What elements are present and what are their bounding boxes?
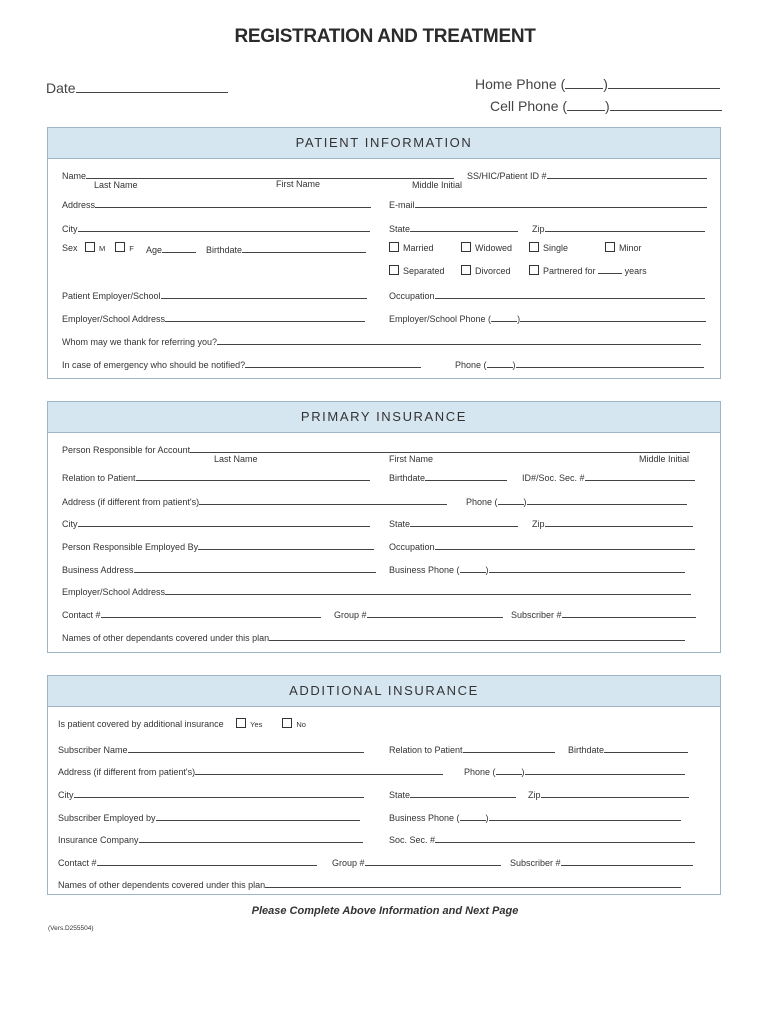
partnered-option[interactable]	[529, 265, 647, 276]
additional-insurance-section	[47, 675, 721, 895]
person-responsible-line	[190, 442, 690, 453]
sex-field	[62, 242, 134, 253]
date-field[interactable]	[46, 78, 228, 96]
primary-phone-close: )	[523, 497, 527, 507]
primary-id-ssn-line	[585, 470, 695, 481]
insurance-company-field[interactable]	[58, 832, 363, 845]
employer-phone-close: )	[517, 314, 521, 324]
primary-business-phone-area-line	[460, 562, 486, 573]
primary-employer-address-label: Employer/School Address	[62, 587, 166, 597]
additional-dependents-line	[265, 877, 681, 888]
primary-occupation-field[interactable]	[389, 539, 695, 552]
primary-address-label: Address (if different from patient's)	[62, 497, 200, 507]
additional-employed-by-line	[156, 810, 360, 821]
additional-city-field[interactable]	[58, 787, 364, 800]
primary-city-line	[78, 516, 370, 527]
additional-state-field[interactable]	[389, 787, 516, 800]
occupation-field[interactable]	[389, 288, 705, 301]
primary-occupation-label: Occupation	[389, 542, 435, 552]
divorced-option[interactable]	[461, 265, 511, 276]
additional-business-phone-field[interactable]	[389, 810, 681, 823]
married-checkbox[interactable]	[389, 242, 399, 252]
primary-dependants-label: Names of other dependants covered under this plan	[62, 633, 270, 643]
primary-address-line	[199, 494, 447, 505]
primary-subscriber-field[interactable]	[511, 607, 696, 620]
referral-label: Whom may we thank for referring you?	[62, 337, 218, 347]
primary-employer-address-field[interactable]	[62, 584, 691, 597]
minor-checkbox[interactable]	[605, 242, 615, 252]
primary-subscriber-line	[562, 607, 696, 618]
occupation-label: Occupation	[389, 291, 435, 301]
primary-zip-field[interactable]	[532, 516, 693, 529]
cell-phone-close: )	[605, 98, 610, 114]
additional-subscriber-name-field[interactable]	[58, 742, 364, 755]
age-field[interactable]	[146, 242, 196, 255]
employer-phone-area-line	[491, 311, 517, 322]
single-label: Single	[543, 243, 569, 253]
covered-yes-checkbox[interactable]	[236, 718, 246, 728]
sex-m-checkbox[interactable]	[85, 242, 95, 252]
patient-id-field[interactable]	[467, 168, 707, 181]
primary-city-field[interactable]	[62, 516, 370, 529]
primary-zip-line	[545, 516, 693, 527]
primary-employer-address-line	[165, 584, 691, 595]
separated-option[interactable]	[389, 265, 445, 276]
additional-phone-label: Phone (	[464, 767, 496, 777]
widowed-checkbox[interactable]	[461, 242, 471, 252]
additional-city-line	[74, 787, 364, 798]
footer-note: Please Complete Above Information and Next Page	[251, 905, 519, 917]
cell-phone-label: Cell Phone (	[490, 98, 568, 114]
home-phone-label: Home Phone (	[475, 76, 566, 92]
emergency-line	[245, 357, 421, 368]
primary-middle-initial-caption: Middle Initial	[639, 454, 690, 464]
additional-birthdate-line	[604, 742, 688, 753]
additional-contact-line	[97, 855, 317, 866]
last-name-caption: Last Name	[94, 180, 138, 190]
additional-birthdate-field[interactable]	[568, 742, 688, 755]
primary-birthdate-field[interactable]	[389, 470, 507, 483]
city-line	[78, 221, 370, 232]
additional-address-line	[195, 764, 443, 775]
additional-business-phone-label: Business Phone (	[389, 813, 460, 823]
primary-state-label: State	[389, 519, 411, 529]
primary-section-heading: PRIMARY INSURANCE	[48, 402, 720, 433]
patient-section-heading: PATIENT INFORMATION	[48, 128, 720, 159]
additional-relation-label: Relation to Patient	[389, 745, 463, 755]
primary-id-ssn-label: ID#/Soc. Sec. #	[522, 473, 585, 483]
additional-zip-label: Zip	[528, 790, 541, 800]
employer-school-field[interactable]	[62, 288, 367, 301]
employer-school-line	[161, 288, 367, 299]
first-name-caption: First Name	[276, 179, 321, 189]
primary-relation-field[interactable]	[62, 470, 370, 483]
ss-id-line	[547, 168, 707, 179]
primary-zip-label: Zip	[532, 519, 545, 529]
additional-phone-field[interactable]	[464, 764, 685, 777]
additional-business-phone-area-line	[460, 810, 486, 821]
additional-business-phone-line	[489, 810, 681, 821]
employer-phone-line	[520, 311, 706, 322]
additional-group-line	[365, 855, 501, 866]
form-title: REGISTRATION AND TREATMENT	[234, 26, 536, 47]
sex-f-label: F	[129, 244, 134, 253]
primary-contact-line	[101, 607, 321, 618]
home-phone-close: )	[603, 76, 608, 92]
additional-dependents-label: Names of other dependents covered under this plan	[58, 880, 266, 890]
primary-business-address-line	[134, 562, 376, 573]
primary-insurance-section	[47, 401, 721, 653]
additional-subscriber-name-line	[128, 742, 364, 753]
email-line	[415, 197, 707, 208]
employer-address-field[interactable]	[62, 311, 365, 324]
emergency-phone-close: )	[512, 360, 516, 370]
additional-city-label: City	[58, 790, 74, 800]
primary-dependants-line	[269, 630, 685, 641]
additional-employed-by-field[interactable]	[58, 810, 360, 823]
age-line	[162, 242, 196, 253]
additional-zip-field[interactable]	[528, 787, 689, 800]
primary-business-phone-line	[489, 562, 685, 573]
address-line	[95, 197, 371, 208]
primary-contact-label: Contact #	[62, 610, 101, 620]
home-phone-area-line	[565, 74, 603, 89]
emergency-phone-label: Phone (	[455, 360, 487, 370]
address-field[interactable]	[62, 197, 371, 210]
insurance-company-line	[139, 832, 363, 843]
primary-last-name-caption: Last Name	[214, 454, 258, 464]
zip-label: Zip	[532, 224, 545, 234]
person-responsible-field[interactable]	[62, 442, 690, 455]
date-line	[76, 78, 228, 93]
primary-phone-field[interactable]	[466, 494, 687, 507]
primary-phone-area-line	[498, 494, 524, 505]
primary-business-phone-label: Business Phone (	[389, 565, 460, 575]
primary-relation-line	[136, 470, 370, 481]
covered-yes-label: Yes	[250, 720, 263, 729]
age-label: Age	[146, 245, 163, 255]
zip-field[interactable]	[532, 221, 705, 234]
primary-group-label: Group #	[334, 610, 367, 620]
partnered-label: Partnered for	[543, 266, 596, 276]
additional-group-label: Group #	[332, 858, 365, 868]
emergency-phone-field[interactable]	[455, 357, 704, 370]
cell-phone-area-line	[567, 96, 605, 111]
partnered-years-line	[598, 265, 622, 274]
additional-business-phone-close: )	[485, 813, 489, 823]
name-line	[86, 168, 454, 179]
state-label: State	[389, 224, 411, 234]
home-phone-field[interactable]	[475, 74, 720, 92]
additional-group-field[interactable]	[332, 855, 501, 868]
additional-address-label: Address (if different from patient's)	[58, 767, 196, 777]
emergency-contact-field[interactable]	[62, 357, 421, 370]
cell-phone-field[interactable]	[490, 96, 722, 114]
employer-phone-label: Employer/School Phone (	[389, 314, 492, 324]
primary-relation-label: Relation to Patient	[62, 473, 136, 483]
date-label: Date	[46, 80, 76, 96]
primary-contact-field[interactable]	[62, 607, 321, 620]
employer-phone-field[interactable]	[389, 311, 706, 324]
zip-line	[545, 221, 705, 232]
divorced-label: Divorced	[475, 266, 511, 276]
primary-state-field[interactable]	[389, 516, 518, 529]
additional-phone-close: )	[521, 767, 525, 777]
primary-employed-by-field[interactable]	[62, 539, 374, 552]
primary-state-line	[410, 516, 518, 527]
additional-contact-label: Contact #	[58, 858, 97, 868]
covered-no-checkbox[interactable]	[282, 718, 292, 728]
email-label: E-mail	[389, 200, 415, 210]
primary-business-phone-close: )	[485, 565, 489, 575]
separated-label: Separated	[403, 266, 445, 276]
additional-coverage-question	[58, 718, 306, 729]
additional-state-line	[410, 787, 516, 798]
additional-subscriber-label: Subscriber #	[510, 858, 561, 868]
additional-soc-sec-label: Soc. Sec. #	[389, 835, 436, 845]
primary-group-field[interactable]	[334, 607, 503, 620]
home-phone-line	[608, 74, 720, 89]
additional-phone-line	[525, 764, 685, 775]
primary-business-address-label: Business Address	[62, 565, 134, 575]
city-label: City	[62, 224, 78, 234]
additional-relation-field[interactable]	[389, 742, 555, 755]
version-code: (Vers.D255504)	[48, 925, 94, 932]
additional-address-field[interactable]	[58, 764, 443, 777]
additional-phone-area-line	[496, 764, 522, 775]
employer-address-line	[165, 311, 365, 322]
primary-business-phone-field[interactable]	[389, 562, 685, 575]
employer-address-label: Employer/School Address	[62, 314, 166, 324]
referral-line	[217, 334, 701, 345]
additional-section-heading: ADDITIONAL INSURANCE	[48, 676, 720, 707]
widowed-option[interactable]	[461, 242, 512, 253]
name-label: Name	[62, 171, 87, 181]
covered-no-label: No	[296, 720, 306, 729]
primary-birthdate-line	[425, 470, 507, 481]
sex-m-label: M	[99, 244, 106, 253]
years-label: years	[624, 266, 647, 276]
primary-group-line	[367, 607, 503, 618]
insurance-company-label: Insurance Company	[58, 835, 139, 845]
minor-label: Minor	[619, 243, 642, 253]
primary-phone-line	[527, 494, 687, 505]
address-label: Address	[62, 200, 96, 210]
birthdate-label: Birthdate	[206, 245, 243, 255]
emergency-phone-area-line	[487, 357, 513, 368]
birthdate-field[interactable]	[206, 242, 366, 255]
primary-occupation-line	[435, 539, 695, 550]
cell-phone-line	[610, 96, 722, 111]
primary-phone-label: Phone (	[466, 497, 498, 507]
person-responsible-label: Person Responsible for Account	[62, 445, 191, 455]
married-option[interactable]	[389, 242, 434, 253]
additional-contact-field[interactable]	[58, 855, 317, 868]
single-option[interactable]	[529, 242, 568, 253]
widowed-label: Widowed	[475, 243, 513, 253]
primary-city-label: City	[62, 519, 78, 529]
middle-initial-caption: Middle Initial	[412, 180, 463, 190]
occupation-line	[435, 288, 705, 299]
state-line	[410, 221, 518, 232]
married-label: Married	[403, 243, 434, 253]
additional-relation-line	[463, 742, 555, 753]
separated-checkbox[interactable]	[389, 265, 399, 275]
additional-dependents-field[interactable]	[58, 877, 681, 890]
birthdate-line	[242, 242, 366, 253]
emergency-label: In case of emergency who should be notified?	[62, 360, 246, 370]
emergency-phone-line	[516, 357, 704, 368]
primary-id-ssn-field[interactable]	[522, 470, 695, 483]
partnered-checkbox[interactable]	[529, 265, 539, 275]
city-field[interactable]	[62, 221, 370, 234]
primary-business-address-field[interactable]	[62, 562, 376, 575]
primary-subscriber-label: Subscriber #	[511, 610, 562, 620]
additional-zip-line	[541, 787, 689, 798]
sex-f-checkbox[interactable]	[115, 242, 125, 252]
additional-state-label: State	[389, 790, 411, 800]
primary-employed-by-line	[198, 539, 374, 550]
ss-id-label: SS/HIC/Patient ID #	[467, 171, 547, 181]
minor-option[interactable]	[605, 242, 642, 253]
single-checkbox[interactable]	[529, 242, 539, 252]
additional-soc-sec-field[interactable]	[389, 832, 695, 845]
primary-dependants-field[interactable]	[62, 630, 685, 643]
additional-subscriber-name-label: Subscriber Name	[58, 745, 128, 755]
patient-information-section	[47, 127, 721, 379]
primary-address-field[interactable]	[62, 494, 447, 507]
additional-subscriber-line	[561, 855, 693, 866]
email-field[interactable]	[389, 197, 707, 210]
additional-employed-by-label: Subscriber Employed by	[58, 813, 156, 823]
divorced-checkbox[interactable]	[461, 265, 471, 275]
sex-label: Sex	[62, 243, 78, 253]
covered-label: Is patient covered by additional insurance	[58, 719, 224, 729]
primary-employed-by-label: Person Responsible Employed By	[62, 542, 199, 552]
primary-birthdate-label: Birthdate	[389, 473, 426, 483]
referral-field[interactable]	[62, 334, 701, 347]
additional-soc-sec-line	[435, 832, 695, 843]
additional-subscriber-field[interactable]	[510, 855, 693, 868]
additional-birthdate-label: Birthdate	[568, 745, 605, 755]
primary-first-name-caption: First Name	[389, 454, 434, 464]
employer-school-label: Patient Employer/School	[62, 291, 161, 301]
state-field[interactable]	[389, 221, 518, 234]
